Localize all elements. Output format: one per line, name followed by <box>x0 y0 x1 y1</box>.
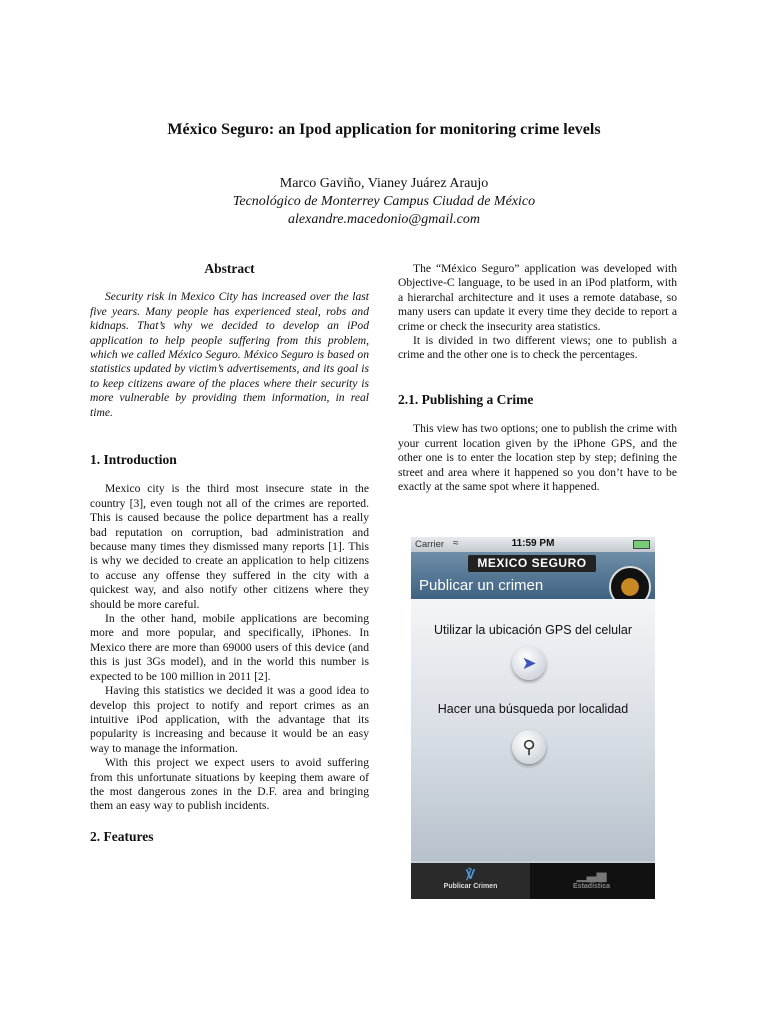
wifi-icon: ≈ <box>453 538 459 549</box>
publishing-section <box>398 393 677 494</box>
nav-title: Publicar un crimen <box>419 577 544 594</box>
app-screenshot <box>411 537 655 899</box>
features-section <box>90 830 369 844</box>
intro-paragraph: Having this statistics we decided it was a good idea to develop this project to notify and report crimes as an intuitive iPod application, with the advantage that its popularity is increasing and because it would be an easy way to manage the information. <box>90 684 369 755</box>
author-block <box>0 175 768 229</box>
affiliation: Tecnológico de Monterrey Campus Ciudad de México <box>232 194 536 209</box>
status-bar <box>411 537 655 552</box>
paper-title: México Seguro: an Ipod application for monitoring crime levels <box>167 121 601 138</box>
intro-paragraph: Mexico city is the third most insecure state in the country [3], even tough not all of the crimes are reported. This is caused because the police department has a really bad reputation on corruption, bad administration and because many times they dismissed many reports [1]. This is why we decided to create an application to help citizens to accuse any offense they suffered in the city with a quickest way, and also notify other citizens where they should be more careful. <box>90 482 369 611</box>
publishing-heading: 2.1. Publishing a Crime <box>398 392 534 407</box>
authors: Marco Gaviño, Vianey Juárez Araujo <box>279 176 489 191</box>
app-logo: MEXICO SEGURO <box>468 555 596 572</box>
options-panel <box>411 599 655 861</box>
publishing-paragraph: This view has two options; one to publish the crime with your current location given by the iPhone GPS, and the other one is to enter the location step by step; defining the street and area where it happened so you don’t have to be exactly at the same spot where it happened. <box>398 422 677 494</box>
status-time: 11:59 PM <box>511 538 555 549</box>
introduction-heading: 1. Introduction <box>90 452 177 467</box>
intro-paragraph: In the other hand, mobile applications are becoming more and more popular, and specifically, iPhones. In Mexico there are more than 69000 users of this device (and this is just 3Gs model), and in the world this number is expected to be 100 million in 2011 [2]. <box>90 612 369 683</box>
nav-bar <box>411 552 655 599</box>
search-option-label[interactable]: Hacer una búsqueda por localidad <box>437 702 629 716</box>
abstract-text: Security risk in Mexico City has increased over the last five years. Many people has experienced steal, robs and kidnaps. That’s why we decided to develop an iPod application to help people suffering from this problem, which we called México Seguro. México Seguro is based on statistics updated by victim’s advertisements, and its goal is to keep citizens aware of the places where their security is more vulnerable by providing them information, in real time. <box>90 290 369 419</box>
tab-label: Publicar Crimen <box>443 883 498 890</box>
abstract-section <box>90 262 369 420</box>
tab-publicar-crimen[interactable] <box>411 863 530 899</box>
tab-estadistica[interactable] <box>532 863 651 899</box>
body-paragraph: The “México Seguro” application was developed with Objective-C language, to be used in an iPod platform, with a hierarchal architecture and it uses a remote database, so many users can update it every time they decide to report a crime or check the insecurity area statistics. <box>398 262 677 333</box>
search-icon[interactable]: ⚲ <box>512 730 546 764</box>
battery-icon <box>633 540 650 549</box>
bar-chart-icon: ▁▃▅ <box>576 867 607 882</box>
intro-paragraph: With this project we expect users to avoid suffering from this unfortunate situations by keeping them aware of the most dangerous zones in the D.F. area and bringing them an easy way to publish incidents. <box>90 756 369 813</box>
abstract-heading: Abstract <box>204 261 255 276</box>
right-column-text <box>398 262 677 363</box>
tab-label: Estadística <box>573 883 610 890</box>
antenna-icon: ℣ <box>465 867 476 882</box>
tab-bar <box>411 863 655 899</box>
features-heading: 2. Features <box>90 829 154 844</box>
introduction-section <box>90 453 369 814</box>
body-paragraph: It is divided in two different views; one to publish a crime and the other one is to check the percentages. <box>398 334 677 362</box>
email: alexandre.macedonio@gmail.com <box>288 212 480 227</box>
carrier-label: Carrier <box>415 539 445 550</box>
location-arrow-icon[interactable]: ➤ <box>512 646 546 680</box>
gps-option-label[interactable]: Utilizar la ubicación GPS del celular <box>433 623 632 637</box>
